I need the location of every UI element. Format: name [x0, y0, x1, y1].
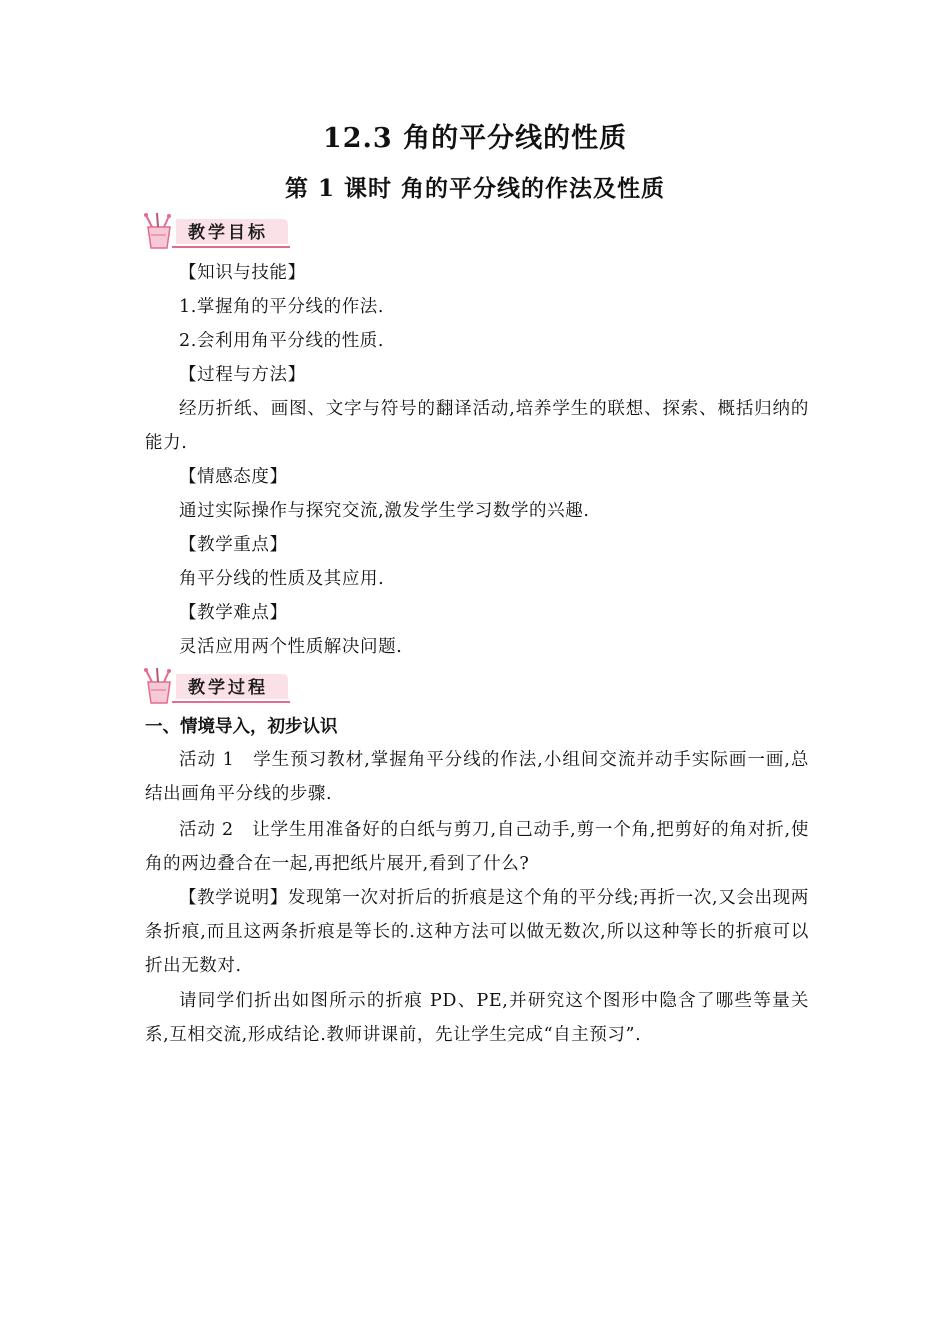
- method-text: 经历折纸、画图、文字与符号的翻译活动,培养学生的联想、探索、概括归纳的能力.: [145, 399, 809, 453]
- activity-2: 活动 2 让学生用准备好的白纸与剪刀,自己动手,剪一个角,把剪好的角对折,使角的两边叠合在一起,再把纸片展开,看到了什么?: [145, 820, 809, 874]
- key-heading: 【教学重点】: [179, 535, 288, 555]
- page-title: 12.3 角的平分线的性质: [322, 123, 628, 154]
- emotion-heading: 【情感态度】: [179, 467, 288, 487]
- page-subtitle: 第 1 课时 角的平分线的作法及性质: [284, 175, 666, 202]
- method-heading: 【过程与方法】: [179, 365, 306, 385]
- badge-label: 教学过程: [188, 678, 268, 698]
- section-heading-1: 一、情境导入，初步认识: [145, 717, 338, 737]
- knowledge-heading: 【知识与技能】: [179, 263, 306, 283]
- knowledge-item-2: 2.会利用角平分线的性质.: [179, 331, 385, 351]
- task-instruction: 请同学们折出如图所示的折痕 PD、PE,并研究这个图形中隐含了哪些等量关系,互相交流,形成结论.教师讲课前，先让学生完成“自主预习”.: [145, 991, 809, 1045]
- knowledge-item-1: 1.掌握角的平分线的作法.: [179, 297, 385, 317]
- difficulty-heading: 【教学难点】: [179, 603, 288, 623]
- teaching-explanation: 【教学说明】发现第一次对折后的折痕是这个角的平分线;再折一次,又会出现两条折痕,而且这两条折痕是等长的.这种方法可以做无数次,所以这种等长的折痕可以折出无数对.: [145, 888, 809, 976]
- key-text: 角平分线的性质及其应用.: [179, 569, 385, 589]
- activity-1: 活动 1 学生预习教材,掌握角平分线的作法,小组间交流并动手实际画一画,总结出画角平分线的步骤.: [145, 750, 809, 804]
- badge-label: 教学目标: [188, 223, 268, 243]
- difficulty-text: 灵活应用两个性质解决问题.: [179, 637, 403, 657]
- section-badge-process: [142, 666, 292, 706]
- emotion-text: 通过实际操作与探究交流,激发学生学习数学的兴趣.: [179, 501, 590, 521]
- section-badge-goals: [142, 211, 292, 251]
